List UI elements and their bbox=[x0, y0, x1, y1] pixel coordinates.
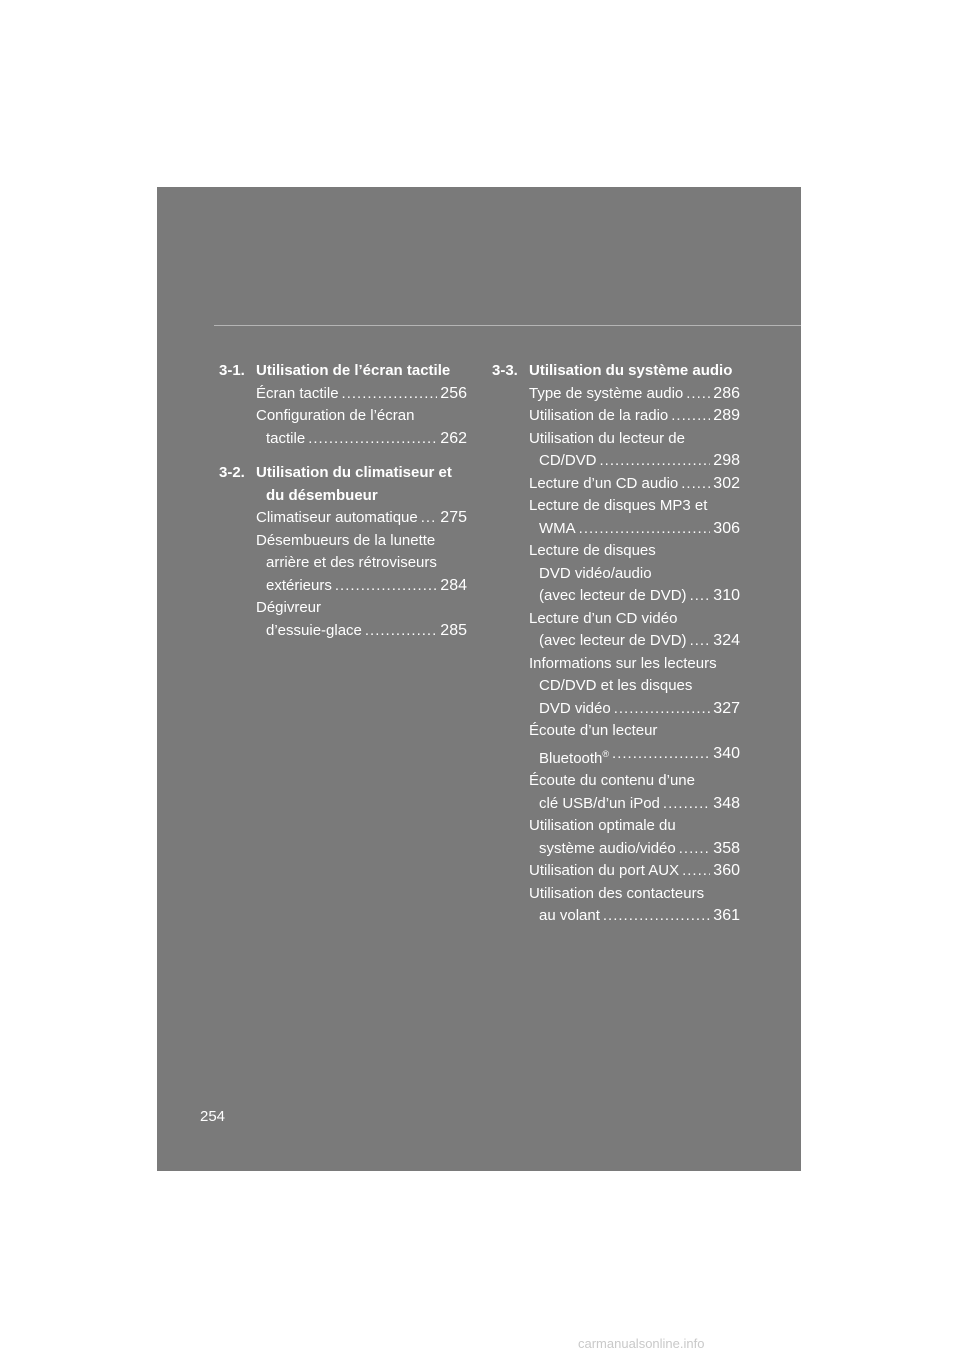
entry-text: (avec lecteur de DVD) bbox=[539, 632, 687, 649]
section-number: 3-3. bbox=[492, 362, 518, 379]
entry-text: Écoute du contenu d’une bbox=[529, 772, 695, 789]
page-ref: 256 bbox=[440, 384, 467, 402]
toc-entry[interactable] bbox=[529, 495, 740, 540]
entry-text: clé USB/d’un iPod bbox=[539, 794, 660, 812]
dot-leader bbox=[335, 575, 437, 598]
dot-leader bbox=[690, 585, 711, 608]
section-heading bbox=[219, 360, 467, 383]
page-ref: 340 bbox=[713, 744, 740, 762]
entry-text: WMA bbox=[539, 519, 576, 537]
section-title bbox=[256, 462, 467, 507]
page-ref: 327 bbox=[713, 699, 740, 717]
dot-leader bbox=[579, 518, 711, 541]
page-ref: 310 bbox=[713, 587, 740, 604]
section-title-line: du désembueur bbox=[266, 486, 378, 504]
toc-entry[interactable] bbox=[529, 860, 740, 883]
entry-text: au volant bbox=[539, 907, 600, 924]
toc-entry[interactable] bbox=[256, 530, 467, 598]
toc-entry[interactable] bbox=[256, 383, 467, 406]
toc-entry[interactable] bbox=[256, 507, 467, 530]
dot-leader bbox=[308, 428, 437, 451]
toc-entry[interactable] bbox=[529, 720, 740, 770]
entry-text: Utilisation du port AUX bbox=[529, 862, 680, 879]
page-ref: 286 bbox=[713, 384, 740, 402]
dot-leader bbox=[679, 838, 711, 861]
dot-leader bbox=[614, 698, 711, 721]
entry-text: Utilisation de la radio bbox=[529, 407, 669, 424]
toc-entry[interactable] bbox=[529, 770, 740, 815]
toc-entry[interactable] bbox=[529, 653, 740, 721]
section-title: Utilisation de l’écran tactile bbox=[256, 362, 451, 379]
toc-entry[interactable] bbox=[529, 815, 740, 860]
dot-leader bbox=[663, 793, 710, 816]
entry-text: arrière et des rétroviseurs bbox=[266, 554, 437, 571]
dot-leader bbox=[682, 860, 710, 883]
entry-text: Écran tactile bbox=[256, 384, 339, 402]
entry-text: DVD vidéo bbox=[539, 699, 611, 717]
entry-text-main: Bluetooth bbox=[539, 749, 603, 767]
page-ref: 361 bbox=[713, 907, 740, 924]
toc-entry[interactable] bbox=[529, 540, 740, 608]
section-number: 3-2. bbox=[219, 464, 245, 481]
dot-leader bbox=[600, 450, 711, 473]
dot-leader bbox=[421, 507, 438, 530]
section-3-2 bbox=[219, 462, 467, 642]
entry-text: Lecture d’un CD audio bbox=[529, 474, 679, 492]
page-ref: 284 bbox=[440, 576, 467, 594]
dot-leader bbox=[681, 473, 710, 496]
registered-mark: ® bbox=[602, 748, 610, 759]
page-ref: 262 bbox=[440, 429, 467, 447]
toc-entry[interactable] bbox=[529, 428, 740, 473]
entry-text: système audio/vidéo bbox=[539, 839, 676, 857]
entry-text: Configuration de l’écran bbox=[256, 407, 415, 424]
toc-entry[interactable] bbox=[256, 597, 467, 642]
section-title-line: Utilisation du climatiseur et bbox=[256, 464, 452, 481]
entry-text: Type de système audio bbox=[529, 384, 684, 402]
dot-leader bbox=[612, 743, 710, 771]
section-title: Utilisation du système audio bbox=[529, 362, 733, 379]
dot-leader bbox=[671, 405, 710, 428]
dot-leader bbox=[603, 905, 710, 928]
section-heading bbox=[492, 360, 740, 383]
entry-text: d’essuie-glace bbox=[266, 621, 362, 639]
section-number: 3-1. bbox=[219, 362, 245, 379]
entry-text: tactile bbox=[266, 429, 306, 447]
entry-text: Désembueurs de la lunette bbox=[256, 531, 436, 549]
page-ref: 298 bbox=[713, 452, 740, 469]
section-3-1 bbox=[219, 360, 467, 450]
entry-text: (avec lecteur de DVD) bbox=[539, 587, 687, 604]
entry-text: extérieurs bbox=[266, 576, 332, 594]
entry-text: Climatiseur automatique bbox=[256, 509, 418, 526]
toc-entry[interactable] bbox=[256, 405, 467, 450]
dot-leader bbox=[686, 383, 710, 406]
toc-entry[interactable] bbox=[529, 473, 740, 496]
dot-leader bbox=[690, 630, 711, 653]
header-rule bbox=[214, 325, 801, 326]
toc-entry[interactable] bbox=[529, 405, 740, 428]
toc-entry[interactable] bbox=[529, 383, 740, 406]
page-number: 254 bbox=[200, 1108, 226, 1125]
page-ref: 289 bbox=[713, 407, 740, 424]
toc-right-column bbox=[492, 360, 740, 940]
watermark: carmanualsonline.info bbox=[578, 1336, 705, 1351]
entry-text: Lecture de disques bbox=[529, 542, 656, 559]
page-ref: 324 bbox=[713, 632, 740, 649]
entry-text bbox=[539, 743, 609, 771]
page-ref: 302 bbox=[713, 474, 740, 492]
page-ref: 275 bbox=[440, 509, 467, 526]
page-ref: 285 bbox=[440, 621, 467, 639]
entry-text: CD/DVD bbox=[539, 452, 597, 469]
entry-text: Utilisation du lecteur de bbox=[529, 429, 685, 447]
page-ref: 358 bbox=[713, 839, 740, 857]
entry-text: CD/DVD et les disques bbox=[539, 677, 693, 694]
toc-entry[interactable] bbox=[529, 608, 740, 653]
dot-leader bbox=[365, 620, 437, 643]
entry-text: DVD vidéo/audio bbox=[539, 564, 652, 582]
entry-text: Écoute d’un lecteur bbox=[529, 722, 658, 739]
entry-text: Lecture de disques MP3 et bbox=[529, 497, 708, 514]
dot-leader bbox=[342, 383, 438, 406]
toc-entry[interactable] bbox=[529, 883, 740, 928]
page-ref: 360 bbox=[713, 862, 740, 879]
section-heading bbox=[219, 462, 467, 507]
entry-text: Dégivreur bbox=[256, 599, 322, 616]
toc-left-column bbox=[219, 360, 467, 654]
entry-text: Utilisation des contacteurs bbox=[529, 884, 705, 902]
entry-text: Informations sur les lecteurs bbox=[529, 654, 717, 672]
page-ref: 348 bbox=[713, 794, 740, 812]
entry-text: Lecture d’un CD vidéo bbox=[529, 609, 678, 627]
section-3-3 bbox=[492, 360, 740, 928]
page-ref: 306 bbox=[713, 519, 740, 537]
entry-text: Utilisation optimale du bbox=[529, 817, 676, 834]
